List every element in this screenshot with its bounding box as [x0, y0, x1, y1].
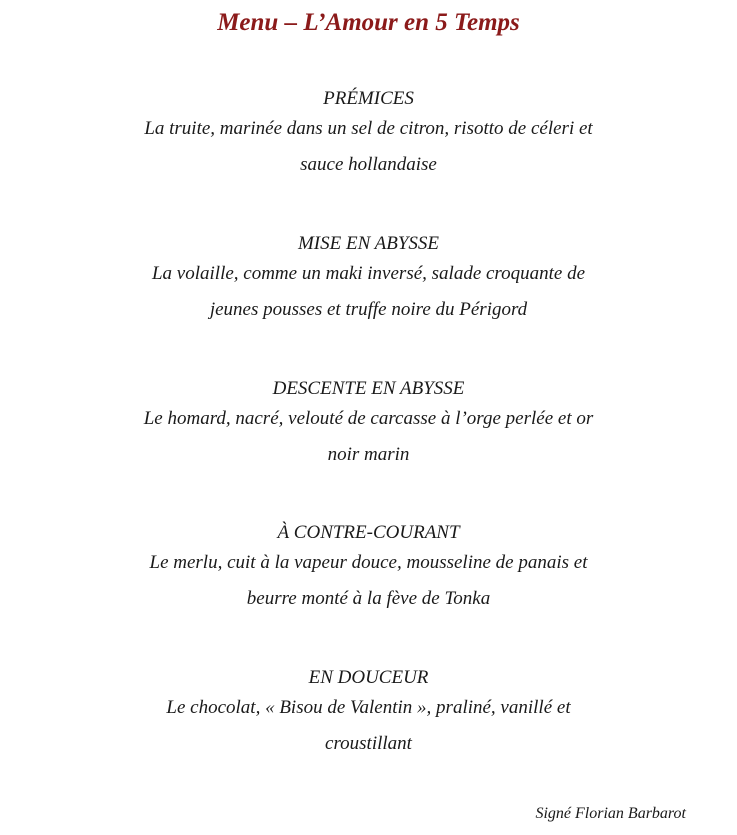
chef-signature: Signé Florian Barbarot	[535, 805, 686, 822]
course-en-douceur	[0, 666, 737, 762]
course-name: MISE EN ABYSSE	[297, 233, 440, 254]
course-name: DESCENTE EN ABYSSE	[272, 378, 465, 399]
menu-title: Menu – L’Amour en 5 Temps	[217, 9, 520, 36]
course-description-line: jeunes pousses et truffe noire du Périgord	[209, 299, 528, 320]
course-description-line: Le chocolat, « Bisou de Valentin », praliné, vanillé et	[166, 697, 571, 718]
course-name: À CONTRE-COURANT	[277, 522, 460, 543]
course-name: PRÉMICES	[323, 88, 414, 109]
course-description-line: Le merlu, cuit à la vapeur douce, mousseline de panais et	[149, 552, 588, 573]
course-descente-en-abysse	[0, 377, 737, 473]
course-description-line: beurre monté à la fève de Tonka	[246, 588, 491, 609]
course-name: EN DOUCEUR	[308, 667, 429, 688]
course-mise-en-abysse	[0, 232, 737, 328]
course-description-line: croustillant	[325, 733, 412, 754]
course-premices	[0, 87, 737, 183]
course-description-line: La truite, marinée dans un sel de citron, risotto de céleri et	[144, 118, 593, 139]
course-a-contre-courant	[0, 521, 737, 617]
course-description-line: Le homard, nacré, velouté de carcasse à l’orge perlée et or	[143, 408, 594, 429]
course-description-line: La volaille, comme un maki inversé, salade croquante de	[151, 263, 586, 284]
course-description-line: noir marin	[327, 444, 410, 465]
course-description-line: sauce hollandaise	[300, 154, 437, 175]
